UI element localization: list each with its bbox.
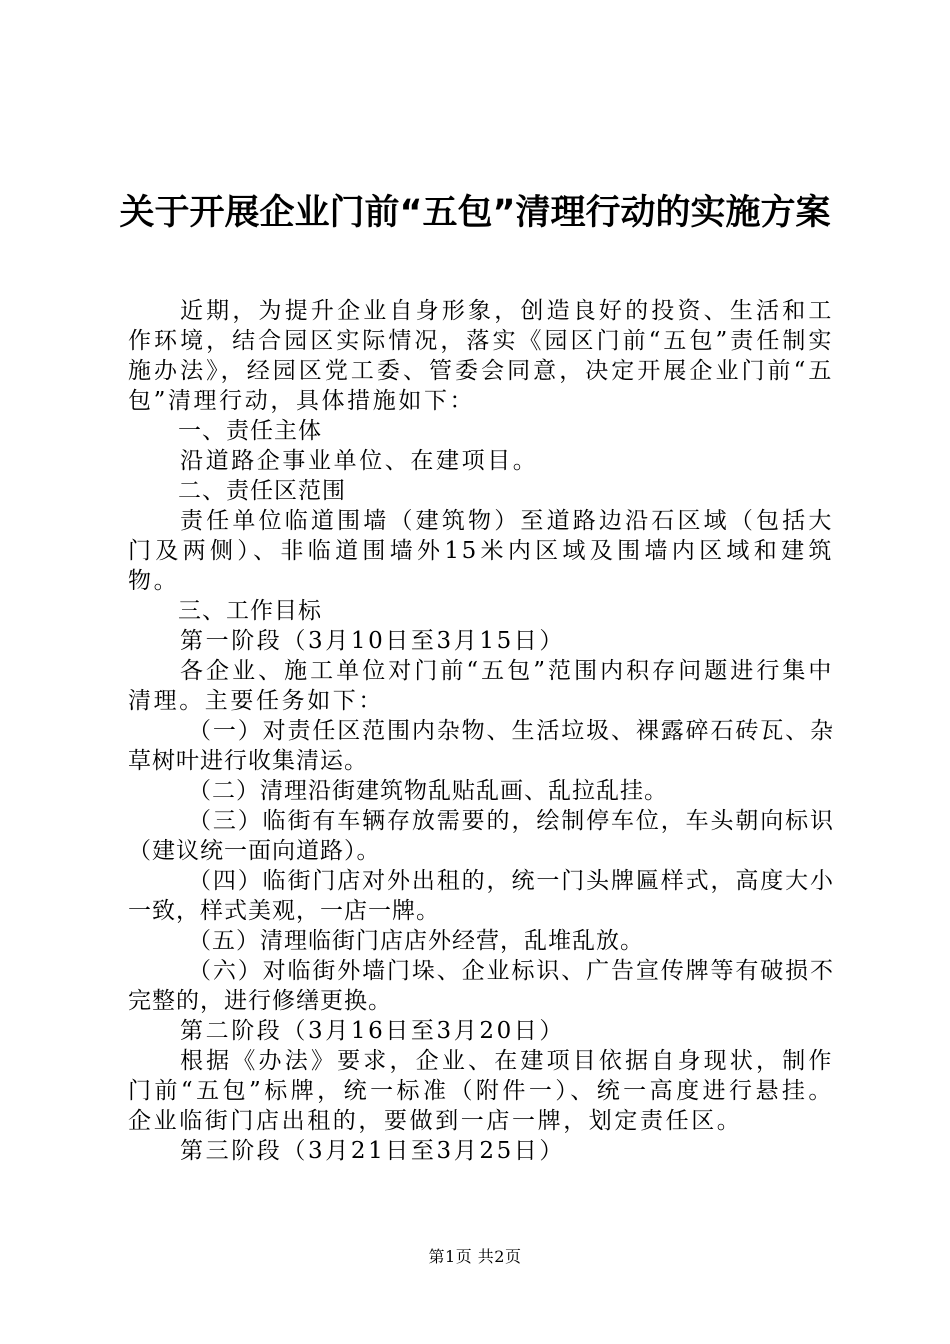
stage-1-item-2: （二）清理沿街建筑物乱贴乱画、乱拉乱挂。 bbox=[188, 778, 668, 804]
document-body bbox=[128, 296, 834, 1166]
stage-3-label: 第三阶段（3月21日至3月25日） bbox=[180, 1138, 565, 1164]
stage-1-item-6: （六）对临街外墙门垛、企业标识、广告宣传牌等有破损不完整的，进行修缮更换。 bbox=[128, 958, 834, 1014]
stage-1-item-5: （五）清理临街门店店外经营，乱堆乱放。 bbox=[188, 928, 644, 954]
stage-1-item-4: （四）临街门店对外出租的，统一门头牌匾样式，高度大小一致，样式美观，一店一牌。 bbox=[128, 868, 834, 924]
stage-2-text: 根据《办法》要求，企业、在建项目依据自身现状，制作门前“五包”标牌，统一标准（附件一）、统一高度进行悬挂。企业临街门店出租的，要做到一店一牌，划定责任区。 bbox=[128, 1048, 834, 1134]
section-2-heading: 二、责任区范围 bbox=[178, 478, 346, 504]
section-2-text: 责任单位临道围墙（建筑物）至道路边沿石区域（包括大门及两侧）、非临道围墙外15米内区域及围墙内区域和建筑物。 bbox=[128, 508, 834, 594]
intro-paragraph: 近期，为提升企业自身形象，创造良好的投资、生活和工作环境，结合园区实际情况，落实《园区门前“五包”责任制实施办法》，经园区党工委、管委会同意，决定开展企业门前“五包”清理行动，具体措施如下： bbox=[128, 298, 834, 414]
stage-2-label: 第二阶段（3月16日至3月20日） bbox=[180, 1018, 565, 1044]
section-1-text: 沿道路企事业单位、在建项目。 bbox=[180, 448, 539, 474]
stage-1-item-1: （一）对责任区范围内杂物、生活垃圾、裸露碎石砖瓦、杂草树叶进行收集清运。 bbox=[128, 718, 834, 774]
stage-1-item-3: （三）临街有车辆存放需要的，绘制停车位，车头朝向标识（建议统一面向道路）。 bbox=[128, 808, 834, 864]
stage-1-text: 各企业、施工单位对门前“五包”范围内积存问题进行集中清理。主要任务如下： bbox=[128, 658, 834, 714]
document-title: 关于开展企业门前“五包”清理行动的实施方案 bbox=[119, 193, 831, 233]
page-footer: 第1页 共2页 bbox=[428, 1247, 522, 1266]
stage-1-label: 第一阶段（3月10日至3月15日） bbox=[180, 628, 565, 654]
section-1-heading: 一、责任主体 bbox=[178, 418, 322, 444]
section-3-heading: 三、工作目标 bbox=[178, 598, 322, 624]
